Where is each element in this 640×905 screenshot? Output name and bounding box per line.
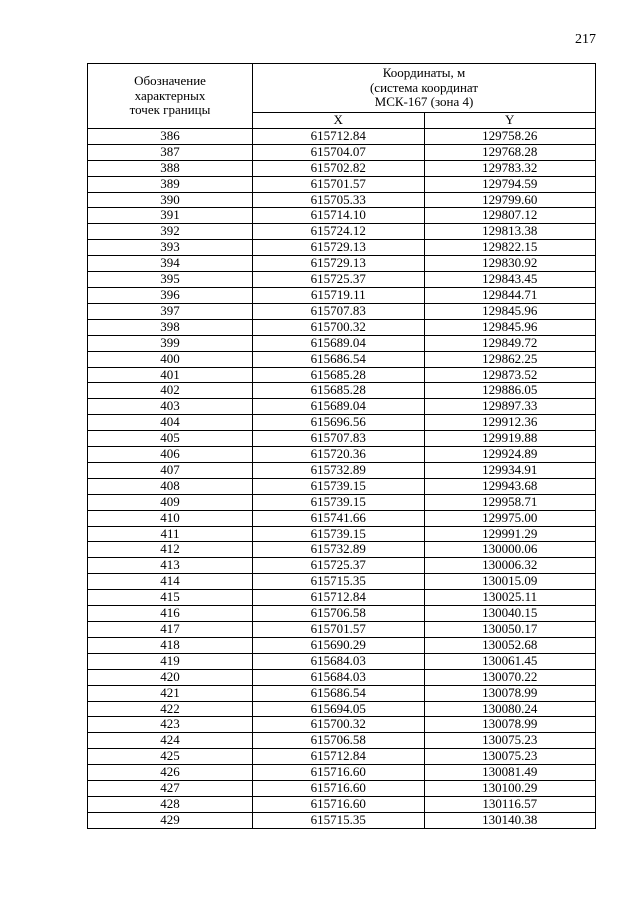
point-id-cell: 394 (88, 256, 253, 272)
y-coordinate-cell: 129844.71 (424, 287, 596, 303)
y-coordinate-cell: 129975.00 (424, 510, 596, 526)
point-id-cell: 400 (88, 351, 253, 367)
point-id-cell: 389 (88, 176, 253, 192)
table-row (88, 510, 596, 526)
point-id-cell: 396 (88, 287, 253, 303)
x-coordinate-cell: 615707.83 (253, 303, 425, 319)
point-id-cell: 404 (88, 415, 253, 431)
table-row (88, 399, 596, 415)
y-coordinate-cell: 130078.99 (424, 717, 596, 733)
table-row (88, 462, 596, 478)
point-id-cell: 397 (88, 303, 253, 319)
x-coordinate-cell: 615700.32 (253, 319, 425, 335)
x-coordinate-cell: 615725.37 (253, 558, 425, 574)
y-coordinate-cell: 129758.26 (424, 128, 596, 144)
point-id-cell: 415 (88, 590, 253, 606)
y-coordinate-cell: 129845.96 (424, 319, 596, 335)
x-coordinate-cell: 615684.03 (253, 653, 425, 669)
x-coordinate-cell: 615739.15 (253, 526, 425, 542)
table-row (88, 653, 596, 669)
x-coordinate-cell: 615724.12 (253, 224, 425, 240)
coords-header-line: Координаты, м (382, 64, 466, 80)
x-coordinate-cell: 615685.28 (253, 383, 425, 399)
table-row (88, 176, 596, 192)
point-id-cell: 407 (88, 462, 253, 478)
coordinates-column-header (253, 64, 596, 113)
point-id-cell: 388 (88, 160, 253, 176)
x-coordinate-cell: 615701.57 (253, 622, 425, 638)
table-row (88, 335, 596, 351)
x-coordinate-cell: 615705.33 (253, 192, 425, 208)
x-coordinate-cell: 615719.11 (253, 287, 425, 303)
table-row (88, 494, 596, 510)
y-coordinate-cell: 129886.05 (424, 383, 596, 399)
table-row (88, 303, 596, 319)
x-coordinate-cell: 615696.56 (253, 415, 425, 431)
table-row (88, 781, 596, 797)
table-row (88, 558, 596, 574)
coordinates-table (87, 63, 596, 829)
y-coordinate-cell: 129919.88 (424, 431, 596, 447)
table-row (88, 144, 596, 160)
x-coordinate-cell: 615702.82 (253, 160, 425, 176)
point-id-cell: 429 (88, 812, 253, 828)
table-row (88, 733, 596, 749)
table-row (88, 701, 596, 717)
x-coordinate-cell: 615712.84 (253, 128, 425, 144)
x-coordinate-cell: 615725.37 (253, 272, 425, 288)
point-id-cell: 406 (88, 447, 253, 463)
x-coordinate-cell: 615716.60 (253, 781, 425, 797)
y-coordinate-cell: 129845.96 (424, 303, 596, 319)
x-coordinate-cell: 615689.04 (253, 399, 425, 415)
x-coordinate-cell: 615712.84 (253, 590, 425, 606)
coords-header-line: (система координат (369, 79, 479, 95)
table-row (88, 447, 596, 463)
points-header-line: точек границы (129, 102, 211, 118)
table-row (88, 128, 596, 144)
table-row (88, 287, 596, 303)
table-row (88, 717, 596, 733)
table-row (88, 574, 596, 590)
point-id-cell: 419 (88, 653, 253, 669)
point-id-cell: 405 (88, 431, 253, 447)
y-coordinate-cell: 130070.22 (424, 669, 596, 685)
x-coordinate-cell: 615704.07 (253, 144, 425, 160)
x-coordinate-cell: 615686.54 (253, 351, 425, 367)
y-coordinate-cell: 129862.25 (424, 351, 596, 367)
table-row (88, 622, 596, 638)
x-coordinate-cell: 615689.04 (253, 335, 425, 351)
x-coordinate-cell: 615739.15 (253, 478, 425, 494)
x-coordinate-cell: 615715.35 (253, 812, 425, 828)
point-id-cell: 401 (88, 367, 253, 383)
x-coordinate-cell: 615706.58 (253, 606, 425, 622)
table-row (88, 749, 596, 765)
table-row (88, 431, 596, 447)
y-coordinate-cell: 129849.72 (424, 335, 596, 351)
point-id-cell: 403 (88, 399, 253, 415)
table-body (88, 128, 596, 828)
point-id-cell: 386 (88, 128, 253, 144)
table-row (88, 637, 596, 653)
y-coordinate-cell: 130015.09 (424, 574, 596, 590)
x-coordinate-cell: 615716.60 (253, 796, 425, 812)
table-row (88, 812, 596, 828)
table-row (88, 256, 596, 272)
y-coordinate-cell: 129924.89 (424, 447, 596, 463)
table-row (88, 319, 596, 335)
x-coordinate-cell: 615716.60 (253, 765, 425, 781)
y-coordinate-cell: 129873.52 (424, 367, 596, 383)
y-coordinate-cell: 129943.68 (424, 478, 596, 494)
point-id-cell: 426 (88, 765, 253, 781)
x-coordinate-cell: 615686.54 (253, 685, 425, 701)
y-coordinate-cell: 130075.23 (424, 733, 596, 749)
y-coordinate-cell: 129807.12 (424, 208, 596, 224)
x-coordinate-cell: 615685.28 (253, 367, 425, 383)
table-row (88, 542, 596, 558)
point-id-cell: 395 (88, 272, 253, 288)
point-id-cell: 390 (88, 192, 253, 208)
y-coordinate-cell: 129991.29 (424, 526, 596, 542)
y-coordinate-cell: 130080.24 (424, 701, 596, 717)
table-row (88, 606, 596, 622)
table-row (88, 192, 596, 208)
table-header (88, 64, 596, 129)
x-coordinate-cell: 615714.10 (253, 208, 425, 224)
y-coordinate-cell: 130006.32 (424, 558, 596, 574)
y-coordinate-cell: 129843.45 (424, 272, 596, 288)
x-coordinate-cell: 615694.05 (253, 701, 425, 717)
x-column-header: X (253, 113, 425, 129)
table-row (88, 272, 596, 288)
table-row (88, 685, 596, 701)
x-coordinate-cell: 615720.36 (253, 447, 425, 463)
x-coordinate-cell: 615690.29 (253, 637, 425, 653)
table-row (88, 669, 596, 685)
point-id-cell: 427 (88, 781, 253, 797)
point-id-cell: 411 (88, 526, 253, 542)
point-id-cell: 420 (88, 669, 253, 685)
y-column-header: Y (424, 113, 596, 129)
header-row-main (88, 64, 596, 113)
coords-header-line: МСК-167 (зона 4) (374, 94, 474, 110)
x-coordinate-cell: 615707.83 (253, 431, 425, 447)
point-id-cell: 408 (88, 478, 253, 494)
x-coordinate-cell: 615729.13 (253, 240, 425, 256)
y-coordinate-cell: 130000.06 (424, 542, 596, 558)
point-id-cell: 424 (88, 733, 253, 749)
y-coordinate-cell: 129958.71 (424, 494, 596, 510)
x-coordinate-cell: 615701.57 (253, 176, 425, 192)
table-row (88, 526, 596, 542)
y-coordinate-cell: 129799.60 (424, 192, 596, 208)
table-row (88, 351, 596, 367)
point-id-cell: 425 (88, 749, 253, 765)
x-coordinate-cell: 615732.89 (253, 462, 425, 478)
point-id-cell: 418 (88, 637, 253, 653)
y-coordinate-cell: 130025.11 (424, 590, 596, 606)
point-id-cell: 398 (88, 319, 253, 335)
y-coordinate-cell: 129822.15 (424, 240, 596, 256)
y-coordinate-cell: 130050.17 (424, 622, 596, 638)
point-id-cell: 409 (88, 494, 253, 510)
table-row (88, 240, 596, 256)
y-coordinate-cell: 130040.15 (424, 606, 596, 622)
point-id-cell: 423 (88, 717, 253, 733)
point-id-cell: 428 (88, 796, 253, 812)
points-column-header (88, 64, 253, 129)
table-row (88, 415, 596, 431)
page-number: 217 (575, 32, 596, 47)
x-coordinate-cell: 615729.13 (253, 256, 425, 272)
y-coordinate-cell: 130052.68 (424, 637, 596, 653)
y-coordinate-cell: 130116.57 (424, 796, 596, 812)
y-coordinate-cell: 130078.99 (424, 685, 596, 701)
x-coordinate-cell: 615684.03 (253, 669, 425, 685)
y-coordinate-cell: 129783.32 (424, 160, 596, 176)
point-id-cell: 392 (88, 224, 253, 240)
x-coordinate-cell: 615739.15 (253, 494, 425, 510)
point-id-cell: 387 (88, 144, 253, 160)
point-id-cell: 413 (88, 558, 253, 574)
x-coordinate-cell: 615732.89 (253, 542, 425, 558)
table-row (88, 478, 596, 494)
x-coordinate-cell: 615700.32 (253, 717, 425, 733)
point-id-cell: 422 (88, 701, 253, 717)
point-id-cell: 414 (88, 574, 253, 590)
x-coordinate-cell: 615706.58 (253, 733, 425, 749)
y-coordinate-cell: 129912.36 (424, 415, 596, 431)
x-coordinate-cell: 615712.84 (253, 749, 425, 765)
y-coordinate-cell: 130100.29 (424, 781, 596, 797)
x-coordinate-cell: 615741.66 (253, 510, 425, 526)
y-coordinate-cell: 130075.23 (424, 749, 596, 765)
point-id-cell: 393 (88, 240, 253, 256)
table-row (88, 765, 596, 781)
points-header-line: Обозначение (134, 72, 206, 88)
point-id-cell: 417 (88, 622, 253, 638)
y-coordinate-cell: 129897.33 (424, 399, 596, 415)
points-header-line: характерных (134, 87, 206, 103)
y-coordinate-cell: 129934.91 (424, 462, 596, 478)
y-coordinate-cell: 130061.45 (424, 653, 596, 669)
point-id-cell: 416 (88, 606, 253, 622)
table-row (88, 208, 596, 224)
point-id-cell: 410 (88, 510, 253, 526)
table-row (88, 796, 596, 812)
y-coordinate-cell: 129768.28 (424, 144, 596, 160)
y-coordinate-cell: 129830.92 (424, 256, 596, 272)
table-row (88, 224, 596, 240)
y-coordinate-cell: 129794.59 (424, 176, 596, 192)
point-id-cell: 391 (88, 208, 253, 224)
point-id-cell: 399 (88, 335, 253, 351)
point-id-cell: 412 (88, 542, 253, 558)
table-row (88, 590, 596, 606)
x-coordinate-cell: 615715.35 (253, 574, 425, 590)
table-row (88, 383, 596, 399)
y-coordinate-cell: 129813.38 (424, 224, 596, 240)
table-row (88, 160, 596, 176)
point-id-cell: 402 (88, 383, 253, 399)
point-id-cell: 421 (88, 685, 253, 701)
y-coordinate-cell: 130081.49 (424, 765, 596, 781)
y-coordinate-cell: 130140.38 (424, 812, 596, 828)
table-row (88, 367, 596, 383)
